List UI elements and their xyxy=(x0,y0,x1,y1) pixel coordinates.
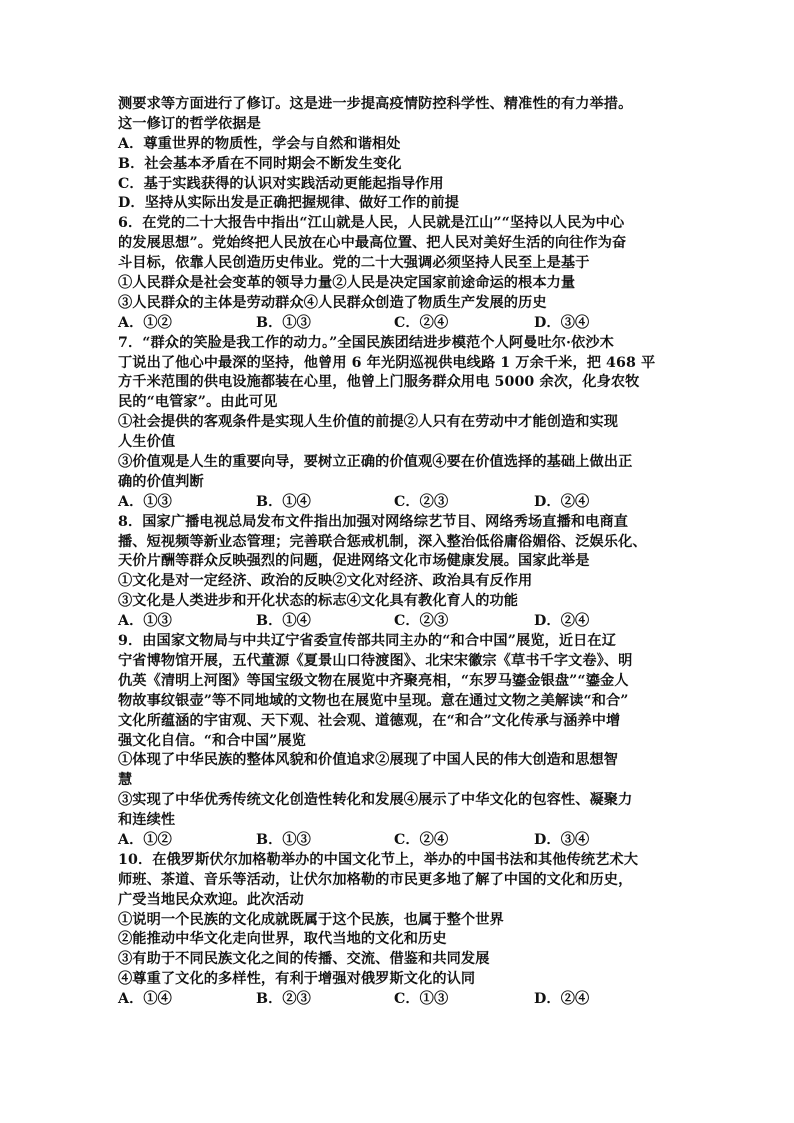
q6-stem-line: 6．在党的二十大报告中指出“江山就是人民，人民就是江山”“坚持以人民为中心 xyxy=(118,215,625,232)
q7-stem-line: 7．“群众的笑脸是我工作的动力。”全国民族团结进步模范个人阿曼吐尔·依沙木 xyxy=(118,334,614,351)
q7-stem-line: 民的“电管家”。由此可见 xyxy=(118,394,278,411)
q7-option-b: B．①④ xyxy=(256,493,311,510)
q5-stem-line: 测要求等方面进行了修订。这是进一步提高疫情防控科学性、精准性的有力举措。 xyxy=(118,96,633,112)
q10-option-a: A．①④ xyxy=(118,991,172,1008)
q6-option-b: B．①③ xyxy=(256,314,311,331)
q7-item-line: ①社会提供的客观条件是实现人生价值的前提②人只有在劳动中才能创造和实现 xyxy=(118,414,619,431)
q9-stem-line: 强文化自信。“和合中国”展览 xyxy=(118,732,306,749)
q6-item-line: ①人民群众是社会变革的领导力量②人民是决定国家前途命运的根本力量 xyxy=(118,275,576,292)
q10-item-line: ④尊重了文化的多样性，有利于增强对俄罗斯文化的认同 xyxy=(118,971,476,988)
q9-item-line: 慧 xyxy=(118,772,133,789)
q8-options xyxy=(118,612,684,632)
question-block xyxy=(118,95,684,1010)
q10-stem-line: 10．在俄罗斯伏尔加格勒举办的中国文化节上，举办的中国书法和其他传统艺术大 xyxy=(118,851,639,868)
q7-item-line: ③价值观是人生的重要向导，要树立正确的价值观④要在价值选择的基础上做出正 xyxy=(118,454,633,471)
q5-choice-d: D．坚持从实际出发是正确把握规律、做好工作的前提 xyxy=(118,195,460,212)
q5-choice-b: B．社会基本矛盾在不同时期会不断发生变化 xyxy=(118,155,402,172)
q10-item-line: ②能推动中华文化走向世界，取代当地的文化和历史 xyxy=(118,931,447,948)
q7-item-line: 人生价值 xyxy=(118,434,176,451)
q10-stem-line: 广受当地民众欢迎。此次活动 xyxy=(118,891,304,908)
q10-option-c: C．①③ xyxy=(394,991,449,1008)
q8-stem-line: 播、短视频等新业态管理；完善联合惩戒机制，深入整治低俗庸俗媚俗、泛娱乐化、 xyxy=(118,533,647,550)
q7-stem-line: 方千米范围的供电设施都装在心里，他曾上门服务群众用电 5000 余次，化身农牧 xyxy=(118,374,640,391)
q10-item-line: ①说明一个民族的文化成就既属于这个民族，也属于整个世界 xyxy=(118,911,504,928)
q6-options xyxy=(118,314,684,334)
q9-item-line: 和连续性 xyxy=(118,812,176,829)
q6-option-a: A．①② xyxy=(118,314,172,331)
q5-choice-c: C．基于实践获得的认识对实践活动更能起指导作用 xyxy=(118,175,444,192)
q9-stem-line: 9．由国家文物局与中共辽宁省委宣传部共同主办的“和合中国”展览，近日在辽 xyxy=(118,633,616,650)
q8-stem-line: 天价片酬等群众反映强烈的问题，促进网络文化市场健康发展。国家此举是 xyxy=(118,553,590,570)
q9-stem-line: 物故事纹银壶”等不同地域的文物也在展览中呈现。意在通过文物之美解读“和合” xyxy=(118,692,629,709)
q9-stem-line: 文化所蕴涵的宇宙观、天下观、社会观、道德观，在“和合”文化传承与涵养中增 xyxy=(118,712,621,729)
q5-choice-a: A．尊重世界的物质性，学会与自然和谐相处 xyxy=(118,135,401,152)
q7-option-a: A．①③ xyxy=(118,493,172,510)
q7-option-c: C．②③ xyxy=(394,493,449,510)
q8-option-b: B．①④ xyxy=(256,613,311,630)
q7-item-line: 确的价值判断 xyxy=(118,473,204,490)
q9-stem-line: 宁省博物馆开展，五代董源《夏景山口待渡图》、北宋宋徽宗《草书千字文卷》、明 xyxy=(118,652,633,669)
q10-stem-line: 师班、茶道、音乐等活动，让伏尔加格勒的市民更多地了解了中国的文化和历史， xyxy=(118,871,633,888)
q10-option-b: B．②③ xyxy=(256,991,311,1008)
q9-stem-line: 仇英《清明上河图》等国宝级文物在展览中齐聚亮相，“东罗马鎏金银盘”“鎏金人 xyxy=(118,672,629,689)
q6-option-d: D．③④ xyxy=(534,314,590,331)
q9-options xyxy=(118,831,684,851)
q8-item-line: ①文化是对一定经济、政治的反映②文化对经济、政治具有反作用 xyxy=(118,573,533,590)
q7-stem-line: 丁说出了他心中最深的坚持，他曾用 6 年光阴巡视供电线路 1 万余千米，把 468 平 xyxy=(118,354,656,371)
q10-options xyxy=(118,990,684,1010)
q10-item-line: ③有助于不同民族文化之间的传播、交流、借鉴和共同发展 xyxy=(118,951,490,968)
q7-options xyxy=(118,493,684,513)
q10-option-d: D．②④ xyxy=(534,991,590,1008)
q8-option-a: A．①③ xyxy=(118,613,172,630)
q8-option-d: D．②④ xyxy=(534,613,590,630)
q9-option-c: C．②④ xyxy=(394,831,449,848)
q8-stem-line: 8．国家广播电视总局发布文件指出加强对网络综艺节目、网络秀场直播和电商直 xyxy=(118,513,629,530)
q6-stem-line: 斗目标，依靠人民创造历史伟业。党的二十大强调必须坚持人民至上是基于 xyxy=(118,255,590,272)
q9-item-line: ①体现了中华民族的整体风貌和价值追求②展现了中国人民的伟大创造和思想智 xyxy=(118,752,619,769)
q5-stem-line: 这一修订的哲学依据是 xyxy=(118,115,261,132)
q6-option-c: C．②④ xyxy=(394,314,449,331)
q9-option-b: B．①③ xyxy=(256,831,311,848)
q9-option-a: A．①② xyxy=(118,831,172,848)
q8-item-line: ③文化是人类进步和开化状态的标志④文化具有教化育人的功能 xyxy=(118,593,519,610)
q8-option-c: C．②③ xyxy=(394,613,449,630)
q6-item-line: ③人民群众的主体是劳动群众④人民群众创造了物质生产发展的历史 xyxy=(118,294,547,311)
q6-stem-line: 的发展思想”。党始终把人民放在心中最高位置、把人民对美好生活的向往作为奋 xyxy=(118,235,627,252)
q7-option-d: D．②④ xyxy=(534,493,590,510)
q9-option-d: D．③④ xyxy=(534,831,590,848)
q9-item-line: ③实现了中华优秀传统文化创造性转化和发展④展示了中华文化的包容性、凝聚力 xyxy=(118,792,633,809)
